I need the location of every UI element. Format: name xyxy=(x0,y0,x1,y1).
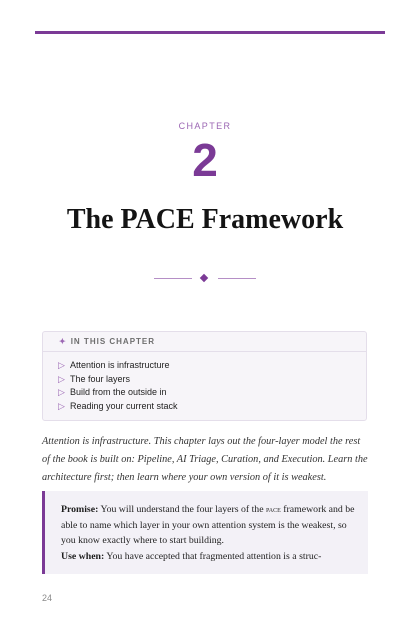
list-item xyxy=(58,400,366,414)
list-item-label: Reading your current stack xyxy=(70,400,178,411)
list-item xyxy=(58,386,366,400)
use-when-label: Use when: xyxy=(61,550,105,562)
chapter-title: The PACE Framework xyxy=(66,204,344,235)
in-this-chapter-box xyxy=(42,331,367,421)
triangle-bullet-icon: ▷ xyxy=(58,400,65,411)
in-this-chapter-list xyxy=(43,352,366,413)
list-item-label: The four layers xyxy=(70,373,131,384)
promise-callout xyxy=(42,491,368,574)
chapter-label: CHAPTER xyxy=(178,121,232,131)
triangle-bullet-icon: ▷ xyxy=(58,387,65,397)
list-item xyxy=(58,373,366,387)
in-this-chapter-heading: IN THIS CHAPTER xyxy=(70,337,156,346)
promise-text-1: You will understand the four layers of the xyxy=(100,504,264,515)
use-when-text: You have accepted that fragmented attention is a struc- xyxy=(106,550,322,562)
list-item-label: Build from the outside in xyxy=(70,387,167,397)
promise-acronym: pace xyxy=(266,504,281,514)
in-this-chapter-header xyxy=(43,332,366,352)
chapter-lede: Attention is infrastructure. This chapter lays out the four-layer model the rest of the book is built on: Pipeline, AI Triage, Curation, and Execution. Learn the architecture first; then learn where your own version of it is weakest. xyxy=(42,436,368,483)
list-item xyxy=(58,359,366,373)
ornament-line-right xyxy=(218,278,256,279)
promise-text-2: framework and be able to name which layer in your own attention system is the weakest, so you know exactly where to start building. xyxy=(61,504,355,546)
promise-label: Promise: xyxy=(61,504,99,515)
diamond-icon xyxy=(200,274,208,282)
chapter-number: 2 xyxy=(192,134,218,186)
ornament-line-left xyxy=(154,278,192,279)
triangle-bullet-icon: ▷ xyxy=(58,373,65,384)
list-item-label: Attention is infrastructure xyxy=(70,360,170,370)
promise-paragraph xyxy=(61,502,356,549)
section-ornament xyxy=(154,272,256,284)
use-when-paragraph xyxy=(61,549,356,565)
page-number: 24 xyxy=(42,593,53,603)
top-rule xyxy=(35,31,385,34)
star-icon: ✦ xyxy=(59,337,67,346)
triangle-bullet-icon: ▷ xyxy=(58,360,65,370)
